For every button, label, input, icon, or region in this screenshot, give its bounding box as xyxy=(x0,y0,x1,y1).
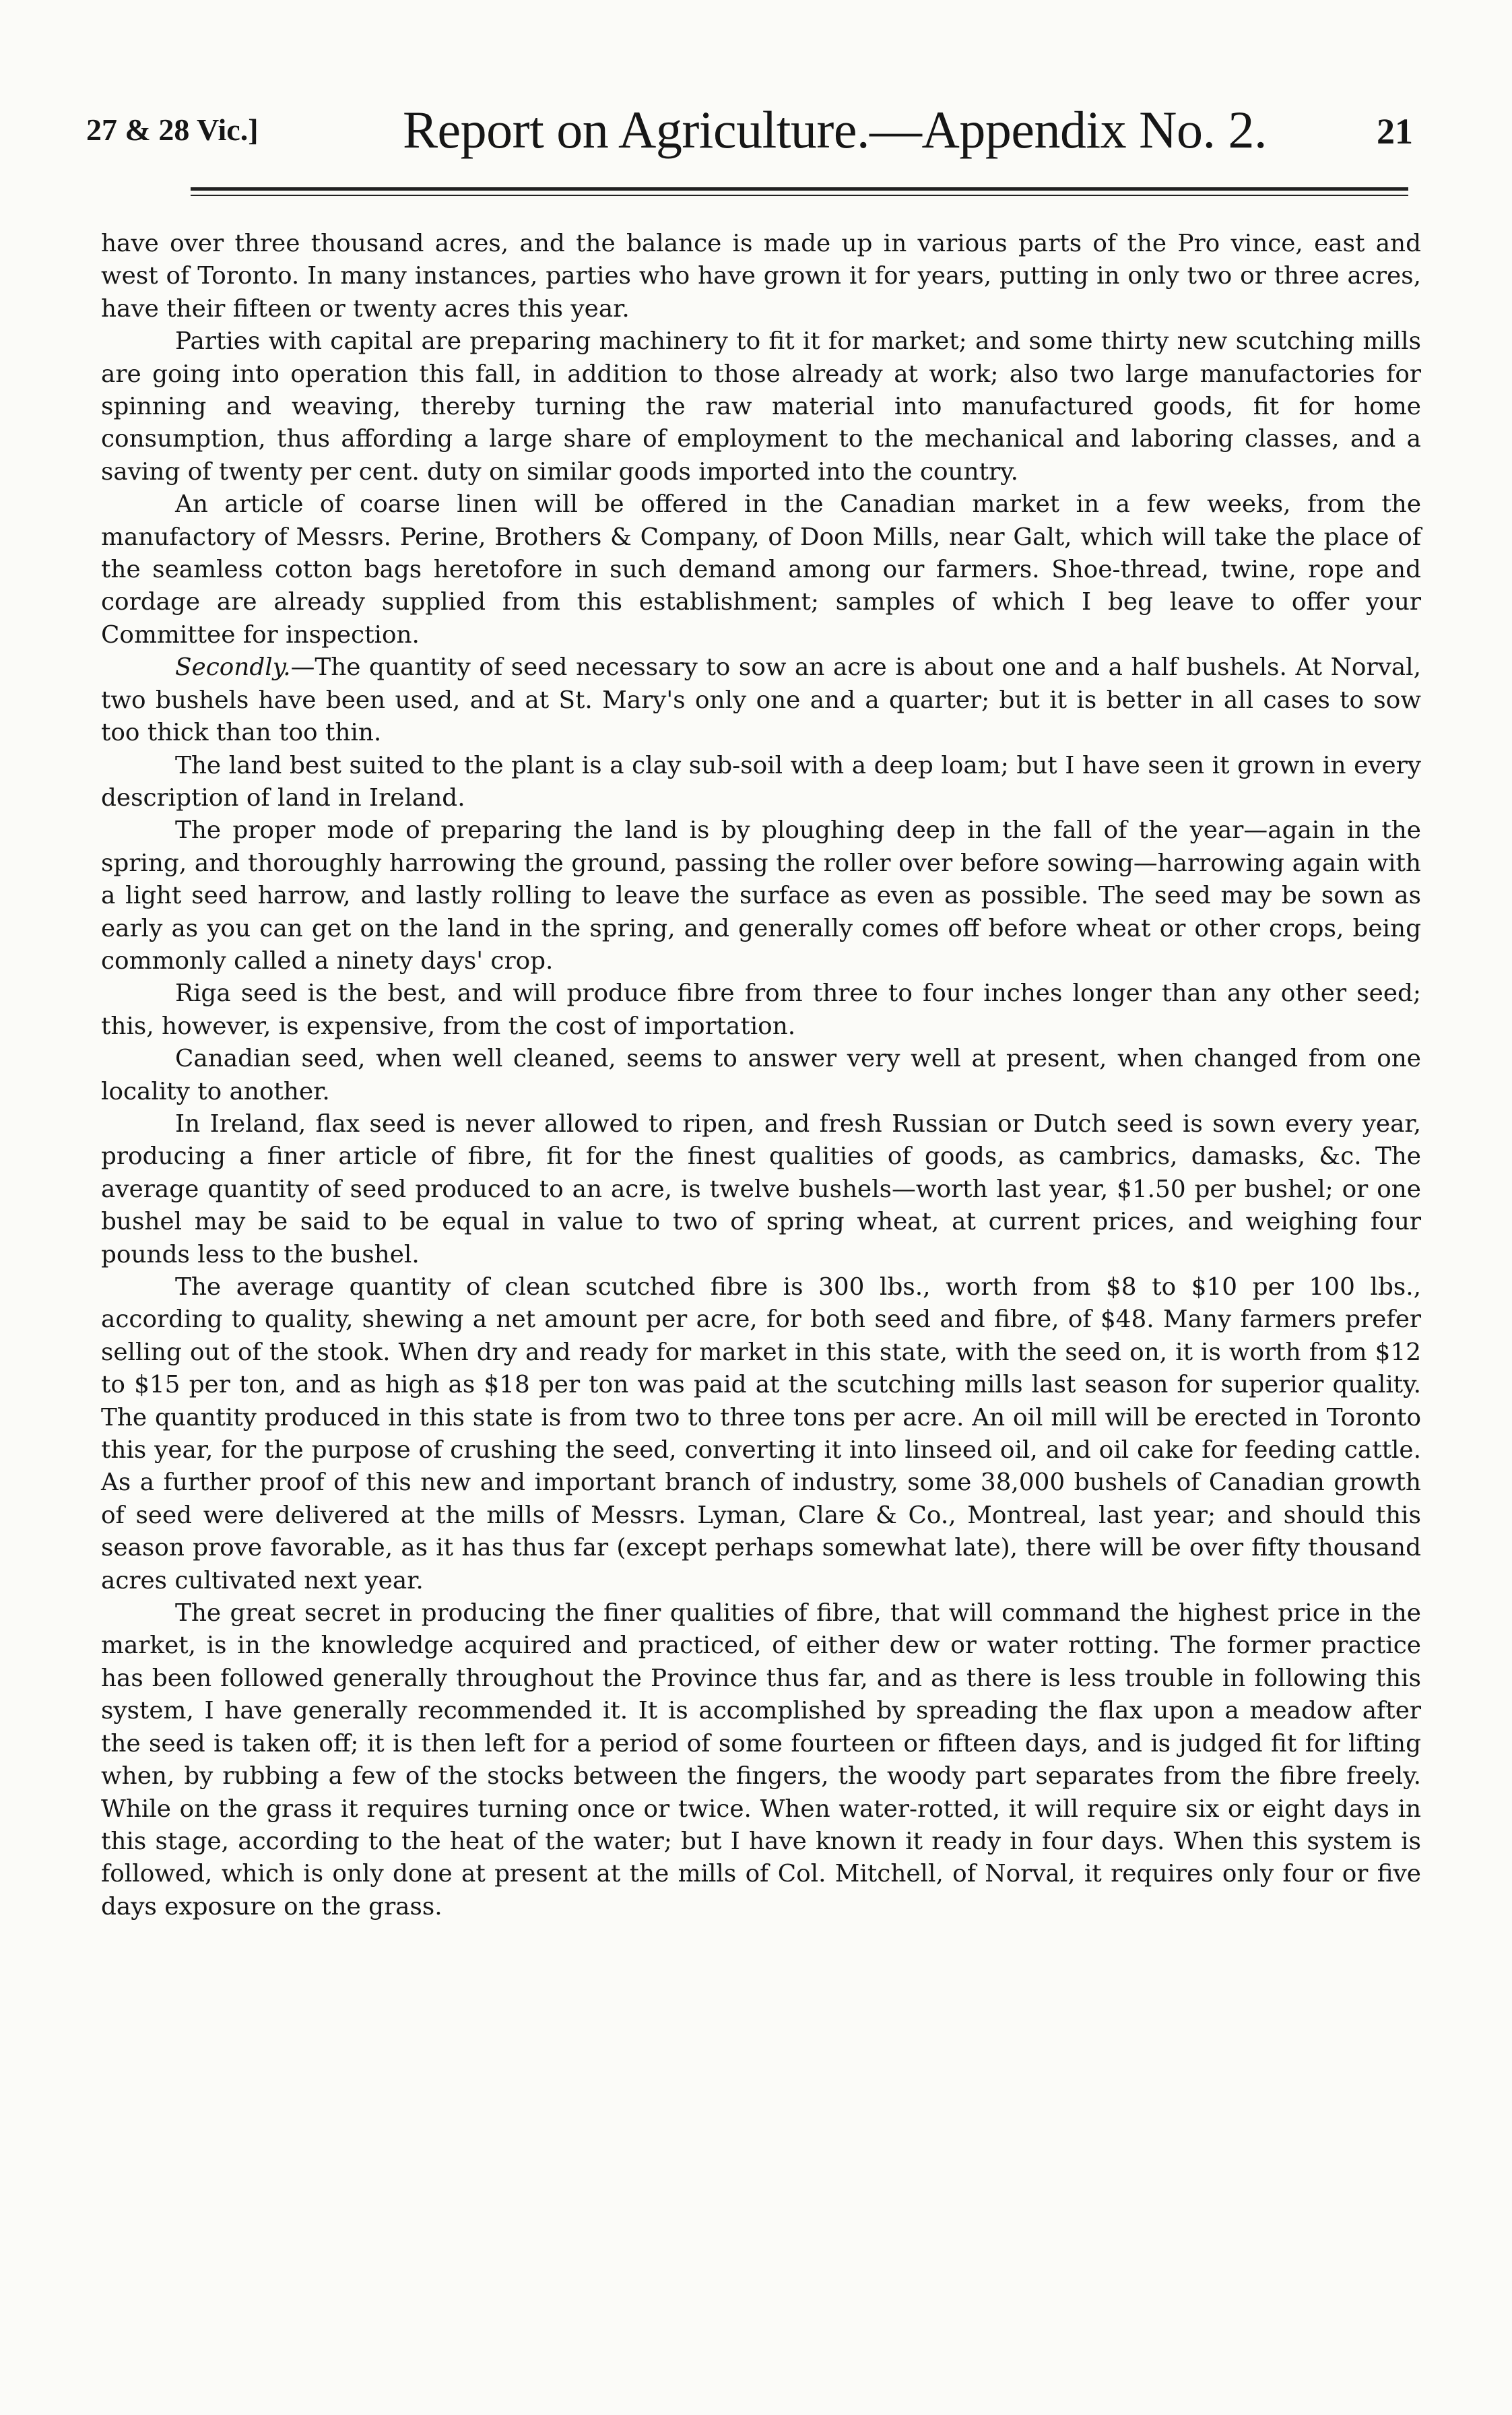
paragraph-text: The land best suited to the plant is a clay sub-soil with a deep loam; but I have seen it grown in every description of land in Ireland. xyxy=(101,751,1421,812)
paragraph-5 xyxy=(101,750,1421,815)
header-rule-thick xyxy=(191,187,1408,191)
paragraph-text: The average quantity of clean scutched fibre is 300 lbs., worth from $8 to $10 per 100 lbs., according to quality, shewing a net amount per acre, for both seed and fibre, of $48. Many farmers prefer selling out of the stook. When dry and ready for market in this state, with the seed on, it is worth from $12 to $15 per ton, and as high as $18 per ton was paid at the scutching mills last season for superior quality. The quantity produced in this state is from two to three tons per acre. An oil mill will be erected in Toronto this year, for the purpose of crushing the seed, converting it into linseed oil, and oil cake for feeding cattle. As a further proof of this new and important branch of industry, some 38,000 bushels of Canadian growth of seed were delivered at the mills of Messrs. Lyman, Clare & Co., Montreal, last year; and should this season prove favorable, as it has thus far (except perhaps somewhat late), there will be over fifty thousand acres cultivated next year. xyxy=(101,1273,1421,1595)
paragraph-lead: Secondly. xyxy=(175,653,291,682)
paragraph-4 xyxy=(101,651,1421,749)
paragraph-1 xyxy=(101,228,1421,325)
page-number: 21 xyxy=(1377,111,1413,152)
paragraph-2 xyxy=(101,325,1421,488)
header-rule-thin xyxy=(191,195,1408,196)
paragraph-3 xyxy=(101,488,1421,651)
paragraph-10 xyxy=(101,1271,1421,1597)
paragraph-text: Canadian seed, when well cleaned, seems to answer very well at present, when changed from one locality to another. xyxy=(101,1045,1421,1105)
paragraph-text: The great secret in producing the finer qualities of fibre, that will command the highest price in the market, is in the knowledge acquired and practiced, of either dew or water rotting. The former practice has been followed generally throughout the Province thus far, and as there is less trouble in following this system, I have generally recommended it. It is accomplished by spreading the flax upon a meadow after the seed is taken off; it is then left for a period of some fourteen or fifteen days, and is judged fit for lifting when, by rubbing a few of the stocks between the fingers, the woody part separates from the fibre freely. While on the grass it requires turning once or twice. When water-rotted, it will require six or eight days in this stage, according to the heat of the water; but I have known it ready in four days. When this system is followed, which is only done at present at the mills of Col. Mitchell, of Norval, it requires only four or five days exposure on the grass. xyxy=(101,1599,1421,1921)
paragraph-text: An article of coarse linen will be offered in the Canadian market in a few weeks, from the manufactory of Messrs. Perine, Brothers & Company, of Doon Mills, near Galt, which will take the place of the seamless cotton bags heretofore in such demand among our farmers. Shoe-thread, twine, rope and cordage are already supplied from this establishment; samples of which I beg leave to offer your Committee for inspection. xyxy=(101,490,1421,649)
paragraph-7 xyxy=(101,977,1421,1043)
paragraph-9 xyxy=(101,1108,1421,1271)
running-title: Report on Agriculture.—Appendix No. 2. xyxy=(403,100,1267,159)
volume-reference: 27 & 28 Vic.] xyxy=(86,112,259,147)
paragraph-8 xyxy=(101,1043,1421,1108)
paragraph-text: The proper mode of preparing the land is by ploughing deep in the fall of the year—again in the spring, and thoroughly harrowing the ground, passing the roller over before sowing—harrowing again with a light seed harrow, and lastly rolling to leave the surface as even as possible. The seed may be sown as early as you can get on the land in the spring, and generally comes off before wheat or other crops, being commonly called a ninety days' crop. xyxy=(101,816,1421,975)
paragraph-11 xyxy=(101,1597,1421,1923)
paragraph-text: Riga seed is the best, and will produce fibre from three to four inches longer than any other seed; this, however, is expensive, from the cost of importation. xyxy=(101,979,1421,1040)
paragraph-text: have over three thousand acres, and the balance is made up in various parts of the Pro vince, east and west of Toronto. In many instances, parties who have grown it for years, putting in only two or three acres, have their fifteen or twenty acres this year. xyxy=(101,230,1421,323)
page-header xyxy=(79,100,1426,160)
paragraph-text: Parties with capital are preparing machinery to fit it for market; and some thirty new scutching mills are going into operation this fall, in addition to those already at work; also two large manufactories for spinning and weaving, thereby turning the raw material into manufactured goods, fit for home consumption, thus affording a large share of employment to the mechanical and laboring classes, and a saving of twenty per cent. duty on similar goods imported into the country. xyxy=(101,327,1421,486)
paragraph-6 xyxy=(101,814,1421,977)
body-text xyxy=(101,228,1421,1923)
paragraph-text: —The quantity of seed necessary to sow an acre is about one and a half bushels. At Norval, two bushels have been used, and at St. Mary's only one and a quarter; but it is better in all cases to sow too thick than too thin. xyxy=(101,653,1421,747)
paragraph-text: In Ireland, flax seed is never allowed to ripen, and fresh Russian or Dutch seed is sown every year, producing a finer article of fibre, fit for the finest qualities of goods, as cambrics, damasks, &c. The average quantity of seed produced to an acre, is twelve bushels—worth last year, $1.50 per bushel; or one bushel may be said to be equal in value to two of spring wheat, at current prices, and weighing four pounds less to the bushel. xyxy=(101,1109,1421,1268)
